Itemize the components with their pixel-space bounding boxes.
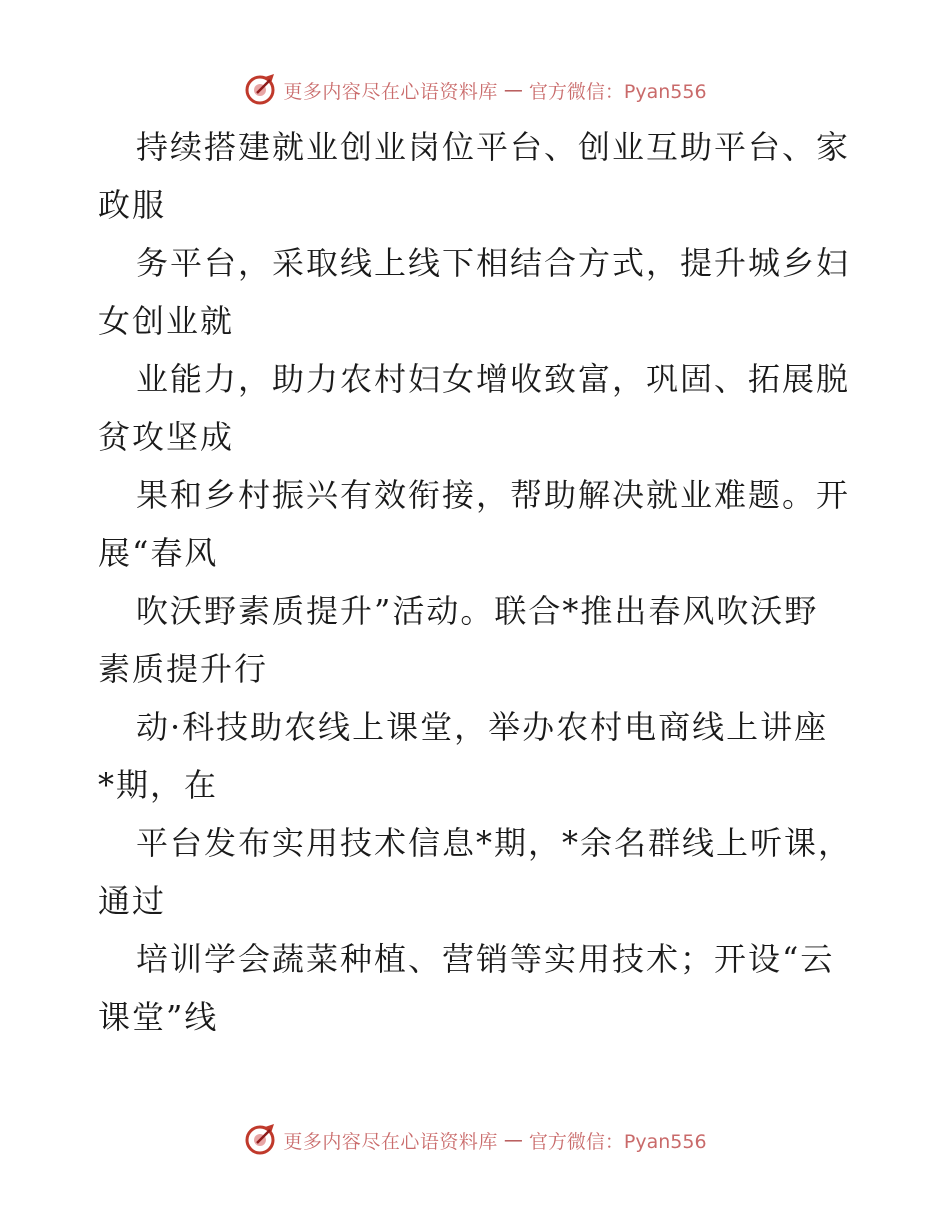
text-line: *期，在 (98, 766, 219, 804)
text-line: 培训学会蔬菜种植、营销等实用技术；开设“云 (136, 940, 835, 978)
watermark-wechat: 官方微信：Pyan556 (528, 80, 707, 103)
text-line: 持续搭建就业创业岗位平台、创业互助平台、家 (136, 128, 851, 166)
watermark-text: 更多内容尽在心语资料库 (283, 1130, 498, 1153)
text-line: 女创业就 (98, 302, 235, 340)
footer-watermark (0, 1120, 950, 1160)
text-line: 动·科技助农线上课堂，举办农村电商线上讲座 (136, 708, 829, 746)
watermark-wechat: 官方微信：Pyan556 (528, 1130, 707, 1153)
document-body (98, 118, 858, 1046)
text-line: 展“春风 (98, 534, 219, 572)
watermark-text: 更多内容尽在心语资料库 (283, 80, 498, 103)
text-line: 政服 (98, 186, 167, 224)
header-watermark (0, 70, 950, 110)
text-line: 务平台，采取线上线下相结合方式，提升城乡妇 (136, 244, 851, 282)
text-line: 通过 (98, 882, 167, 920)
text-line: 吹沃野素质提升”活动。联合*推出春风吹沃野 (136, 592, 819, 630)
pen-logo-icon (243, 73, 277, 107)
watermark-dash: — (503, 1129, 523, 1151)
text-line: 果和乡村振兴有效衔接，帮助解决就业难题。开 (136, 476, 851, 514)
text-line: 素质提升行 (98, 650, 269, 688)
text-line: 课堂”线 (98, 998, 219, 1036)
text-line: 平台发布实用技术信息*期，*余名群线上听课， (136, 824, 853, 862)
text-line: 贫攻坚成 (98, 418, 235, 456)
text-line: 业能力，助力农村妇女增收致富，巩固、拓展脱 (136, 360, 851, 398)
pen-logo-icon (243, 1123, 277, 1157)
watermark-dash: — (503, 79, 523, 101)
